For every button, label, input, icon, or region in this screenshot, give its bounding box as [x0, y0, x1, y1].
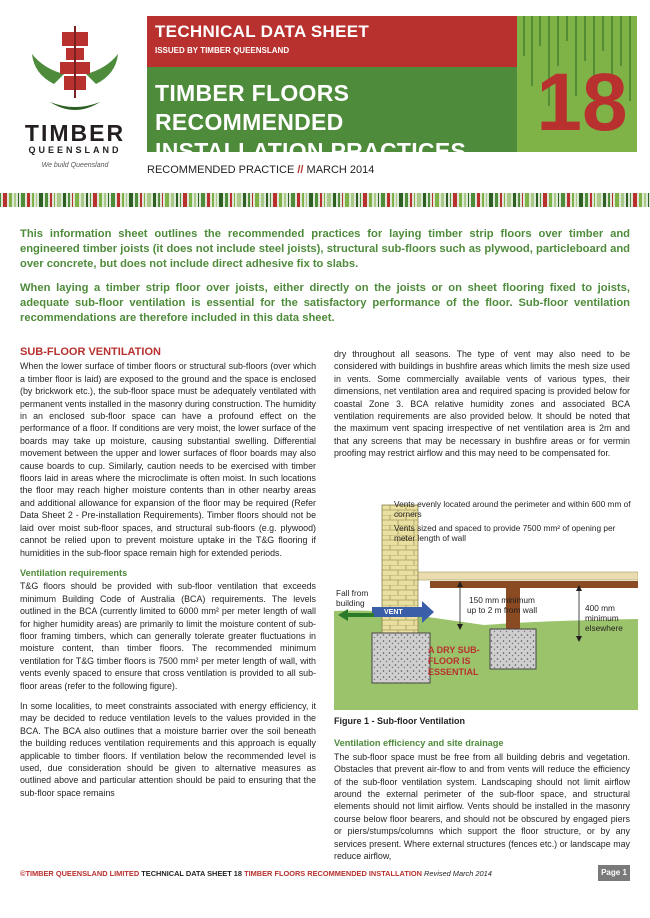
strip-bar — [243, 193, 246, 207]
sheet-number-box — [517, 16, 637, 152]
strip-bar — [68, 193, 70, 207]
strip-bar — [39, 193, 43, 207]
strip-bar — [633, 193, 637, 207]
strip-bar — [158, 193, 160, 207]
logo-tagline: We build Queensland — [41, 162, 109, 169]
recommended-practice-line — [147, 164, 374, 176]
strip-bar — [45, 193, 48, 207]
strip-bar — [270, 193, 271, 207]
strip-bar — [405, 193, 408, 207]
strip-bar — [162, 193, 163, 207]
strip-bar — [284, 193, 286, 207]
strip-bar — [648, 193, 649, 207]
strip-bar — [446, 193, 448, 207]
strip-bar — [360, 193, 361, 207]
intro-paragraph-2: When laying a timber strip floor over joists, either directly on the joists or on sheet flooring fixed to joists, adequate sub-floor ventilation is essential for the satisfactory performance of the floor. Sub-floor ventilation recommendations are therefore included in this data sheet. — [20, 282, 630, 324]
paragraph: The sub-floor space must be free from all building debris and vegetation. Obstacles that prevent air-flow to and from vents will reduce the efficiency of the sub-floor ventilation system. Landscaping should not limit airflow around the external perimeter of the sub-floor space, and structural elements should not limit airflow. Vents should be installed in the masonry course below floor bearers, and should not be obscured by engaged piers or piers/stumps/columns which support the floor structure, or by any services present. Where external structures (fences etc.) or landscape may reduce airflow, — [334, 751, 630, 862]
strip-bar — [81, 193, 84, 207]
strip-bar — [309, 193, 313, 207]
strip-bar — [72, 193, 73, 207]
strip-bar — [518, 193, 520, 207]
strip-bar — [414, 193, 415, 207]
strip-bar — [459, 193, 462, 207]
strip-bar — [342, 193, 343, 207]
dimension-label-400mm: 400 mm minimum elsewhere — [585, 603, 623, 633]
strip-bar — [554, 193, 556, 207]
strip-bar — [21, 193, 25, 207]
strip-bar — [410, 193, 412, 207]
strip-bar — [183, 193, 187, 207]
strip-bar — [392, 193, 394, 207]
sheet-type: TECHNICAL DATA SHEET — [155, 22, 370, 41]
title-line-2: INSTALLATION PRACTICES — [155, 138, 467, 164]
strip-bar — [32, 193, 34, 207]
paragraph: dry throughout all seasons. The type of vent may also need to be considered with buildings in bushfire areas which limits the mesh size used in vents. Some commercially available vents of various types, their dimensions, net ventilation area and required spacing is provided below for coastal Zone 3. BCA relative humidity zones and associated BCA ventilation requirements are also provided below. It should be noted that the maximum vent spacing irrespective of net ventilation area is 2m and that any screens that may be necessary in bushfire areas or for vermin proofing may restrict airflow and this may need to be compensated for. — [334, 349, 630, 459]
vent-label: VENT — [384, 609, 403, 616]
strip-bar — [111, 193, 115, 207]
strip-bar — [147, 193, 151, 207]
strip-bar — [14, 193, 16, 207]
strip-bar — [615, 193, 619, 207]
strip-bar — [572, 193, 574, 207]
strip-bar — [266, 193, 268, 207]
figure-note-1: Vents evenly located around the perimeter and within 600 mm of corners — [394, 499, 631, 519]
strip-bar — [3, 193, 7, 207]
strip-bar — [18, 193, 19, 207]
strip-bar — [612, 193, 613, 207]
strip-bar — [93, 193, 97, 207]
fall-label: Fall from building — [336, 588, 369, 608]
decorative-strip — [0, 193, 650, 207]
strip-bar — [486, 193, 487, 207]
strip-bar — [464, 193, 466, 207]
strip-bar — [500, 193, 502, 207]
strip-bar — [644, 193, 646, 207]
strip-bar — [99, 193, 102, 207]
subfloor-ventilation-figure — [334, 495, 638, 710]
strip-bar — [207, 193, 210, 207]
strip-bar — [351, 193, 354, 207]
strip-bar — [234, 193, 235, 207]
strip-bar — [639, 193, 642, 207]
section-heading: SUB-FLOOR VENTILATION — [20, 346, 161, 358]
strip-bar — [594, 193, 595, 207]
strip-bar — [513, 193, 516, 207]
strip-bar — [549, 193, 552, 207]
sheet-type-band — [147, 16, 517, 67]
strip-bar — [219, 193, 223, 207]
strip-bar — [608, 193, 610, 207]
strip-bar — [374, 193, 376, 207]
strip-bar — [288, 193, 289, 207]
strip-bar — [320, 193, 322, 207]
strip-bar — [90, 193, 91, 207]
strip-bar — [579, 193, 583, 207]
strip-bar — [396, 193, 397, 207]
strip-bar — [50, 193, 52, 207]
strip-bar — [441, 193, 444, 207]
strip-bar — [489, 193, 493, 207]
strip-bar — [387, 193, 390, 207]
strip-bar — [531, 193, 534, 207]
strip-bar — [561, 193, 565, 207]
separator: // — [297, 164, 304, 176]
strip-bar — [381, 193, 385, 207]
strip-bar — [27, 193, 30, 207]
strip-bar — [0, 193, 1, 207]
strip-bar — [327, 193, 331, 207]
strip-bar — [567, 193, 570, 207]
strip-bar — [468, 193, 469, 207]
strip-bar — [590, 193, 592, 207]
strip-bar — [597, 193, 601, 207]
strip-bar — [216, 193, 217, 207]
strip-bar — [585, 193, 588, 207]
strip-bar — [495, 193, 498, 207]
footer-copyright: ©TIMBER QUEENSLAND LIMITED — [20, 869, 140, 878]
strip-bar — [165, 193, 169, 207]
strip-bar — [338, 193, 340, 207]
strip-bar — [176, 193, 178, 207]
recommended-prefix: RECOMMENDED PRACTICE — [147, 164, 295, 176]
strip-bar — [104, 193, 106, 207]
strip-bar — [237, 193, 241, 207]
strip-bar — [333, 193, 336, 207]
strip-bar — [525, 193, 529, 207]
strip-bar — [108, 193, 109, 207]
strip-bar — [144, 193, 145, 207]
strip-bar — [471, 193, 475, 207]
title-line-1: TIMBER FLOORS RECOMMENDED — [155, 80, 350, 135]
left-column — [20, 346, 316, 807]
strip-bar — [194, 193, 196, 207]
strip-bar — [453, 193, 457, 207]
strip-bar — [482, 193, 484, 207]
recommended-date: MARCH 2014 — [306, 164, 375, 176]
strip-bar — [536, 193, 538, 207]
strip-bar — [576, 193, 577, 207]
strip-bar — [117, 193, 120, 207]
paragraph: When the lower surface of timber floors or structural sub-floors (over which a timber floor is laid) are exposed to the ground and the space is enclosed (by brickwork etc.), the sub-floor space must be adequately ventilated with permanent vents installed in the masonry during construction. The humidity in an enclosed sub-floor space can have a profound effect on the performance of a floor. If conditions are very moist, the lower surface of the boards may take up moisture, causing substantial swelling. Differential movement between the upper and lower surfaces of floor boards may also cause boards to cup. Similarly, caution needs to be exercised with timber floors laid in areas where the microclimate is often moist. In such locations the floor may reach higher moisture contents than in other nearby areas and additional allowance for expansion of the floor may be required (Refer Data Sheet 2 - Pre-installation Requirements). Timber floors should not be laid over moist sub-floor spaces, and structural sub-floors (e.g. plywood) cannot be relied upon to prevent moisture uptake in the T&G flooring if humidities in the sub-floor space remain high for extended periods. — [20, 361, 316, 558]
strip-bar — [399, 193, 403, 207]
strip-bar — [63, 193, 66, 207]
subheading: Ventilation requirements — [20, 567, 128, 578]
page-number: 1 — [622, 868, 627, 877]
strip-bar — [86, 193, 88, 207]
figure-note-2: Vents sized and spaced to provide 7500 mm² of opening per meter length of wall — [394, 523, 616, 543]
title-band — [147, 67, 517, 164]
dimension-label-150mm: 150 mm minimum up to 2 m from wall — [466, 595, 538, 615]
strip-bar — [302, 193, 304, 207]
strip-bar — [315, 193, 318, 207]
strip-bar — [230, 193, 232, 207]
strip-bar — [189, 193, 192, 207]
strip-bar — [540, 193, 541, 207]
dry-subfloor-label: A DRY SUB-FLOOR IS ESSENTIAL — [428, 645, 480, 677]
strip-bar — [543, 193, 547, 207]
strip-bar — [248, 193, 250, 207]
logo-name: TIMBER — [24, 120, 126, 146]
strip-bar — [417, 193, 421, 207]
subheading: Ventilation efficiency and site drainage — [334, 738, 504, 749]
strip-bar — [212, 193, 214, 207]
strip-bar — [291, 193, 295, 207]
strip-bar — [261, 193, 264, 207]
strip-bar — [153, 193, 156, 207]
strip-bar — [603, 193, 606, 207]
strip-bar — [626, 193, 628, 207]
strip-bar — [432, 193, 433, 207]
strip-bar — [428, 193, 430, 207]
paragraph: In some localities, to meet constraints associated with energy efficiency, it may be decided to reduce ventilation levels to the values provided in the BCA. The BCA also outlines that a moisture barrier over the soil beneath the building reduces ventilation requirements and this approach is equally applicable to timber floors. If ventilation below the recommended level is used, due consideration should be given to alternative measures as outlined above and particular attention should be paid to ensuring that the sub-floor space remains — [20, 700, 316, 798]
strip-bar — [198, 193, 199, 207]
strip-bar — [180, 193, 181, 207]
strip-bar — [122, 193, 124, 207]
strip-bar — [306, 193, 307, 207]
strip-bar — [273, 193, 277, 207]
strip-bar — [126, 193, 127, 207]
strip-bar — [255, 193, 259, 207]
page-title — [155, 79, 517, 166]
strip-bar — [477, 193, 480, 207]
strip-bar — [522, 193, 523, 207]
strip-bar — [75, 193, 79, 207]
page-label: Page — [601, 868, 621, 877]
strip-bar — [225, 193, 228, 207]
strip-bar — [135, 193, 138, 207]
strip-bar — [140, 193, 142, 207]
footer-title: TIMBER FLOORS RECOMMENDED INSTALLATION — [244, 869, 422, 878]
strip-bar — [378, 193, 379, 207]
footer-revised: Revised March 2014 — [424, 869, 492, 878]
strip-bar — [504, 193, 505, 207]
strip-bar — [621, 193, 624, 207]
strip-bar — [423, 193, 426, 207]
right-column-bottom — [334, 715, 630, 870]
strip-bar — [345, 193, 349, 207]
footer-sheet: TECHNICAL DATA SHEET 18 — [141, 869, 242, 878]
strip-bar — [297, 193, 300, 207]
strip-bar — [630, 193, 631, 207]
strip-bar — [435, 193, 439, 207]
issued-by: ISSUED BY TIMBER QUEENSLAND — [155, 46, 290, 55]
paragraph: T&G floors should be provided with sub-floor ventilation that exceeds minimum Building Code of Australia (BCA) requirements. The levels outlined in the BCA (currently limited to 6000 mm² per meter length of wall for higher humidity areas) are primarily to limit the moisture content of sub-floor framing timbers, which can generally tolerate greater fluctuations in moisture content, than timber floors. The recommended minimum ventilation for T&G timber floors is 7500 mm² per meter length of wall, with vents evenly spaced to ensure that cross ventilation is provided to all sub-floor areas (refer to the following figure). — [20, 581, 316, 691]
strip-bar — [171, 193, 174, 207]
figure-caption: Figure 1 - Sub-floor Ventilation — [334, 716, 466, 726]
footer — [20, 869, 492, 878]
strip-bar — [36, 193, 37, 207]
timber-queensland-logo — [14, 14, 136, 184]
strip-bar — [279, 193, 282, 207]
strip-bar — [57, 193, 61, 207]
strip-bar — [252, 193, 253, 207]
intro-paragraph-1: This information sheet outlines the recommended practices for laying timber strip floors over timber and engineered timber joists (it does not include steel joists), structural sub-floors such as plywood, particleboard and over concrete, but does not include direct adhesive fix to slabs. — [20, 228, 630, 270]
strip-bar — [558, 193, 559, 207]
page-number-box — [598, 865, 630, 881]
strip-bar — [9, 193, 12, 207]
strip-bar — [129, 193, 133, 207]
strip-bar — [201, 193, 205, 207]
sheet-number: 18 — [536, 57, 628, 148]
strip-bar — [450, 193, 451, 207]
strip-bar — [363, 193, 367, 207]
strip-bar — [507, 193, 511, 207]
logo-subtitle: QUEENSLAND — [28, 145, 122, 155]
strip-bar — [356, 193, 358, 207]
right-column-top — [334, 348, 630, 468]
strip-bar — [369, 193, 372, 207]
strip-bar — [324, 193, 325, 207]
strip-bar — [54, 193, 55, 207]
